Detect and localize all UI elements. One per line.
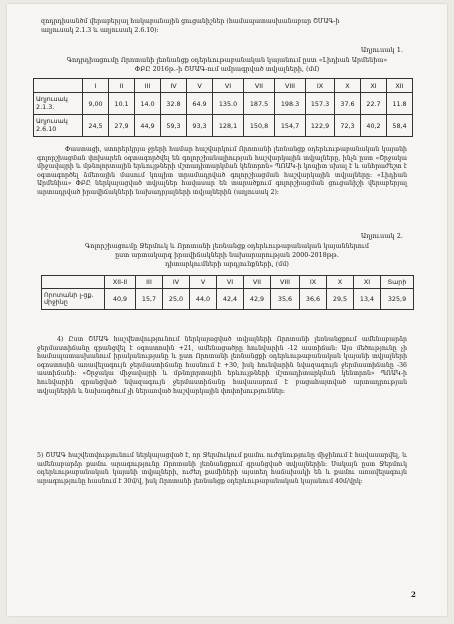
- intro-line-2: աղյուսակ 2.1.3 և աղյուսակ 2.6.10):: [41, 27, 159, 34]
- document-page: [7, 4, 447, 616]
- table1-cell: 154,7: [275, 115, 306, 137]
- table2-header: VI: [217, 276, 244, 289]
- table1-title-1: Գոդրդիացումը Որոտանի լեռնանցք օդերևութաբանական կայանում ըստ «Լիդիան Արմենիա»: [66, 56, 388, 64]
- table1-header: IX: [306, 79, 335, 93]
- table1-cell: 32.8: [161, 93, 187, 115]
- table2-cell: 42,9: [244, 289, 271, 310]
- table1-header: VI: [213, 79, 244, 93]
- table1-cell: 11.8: [387, 93, 413, 115]
- table2-title-1: Գոլորշիացումը Ջերմուկ և Որոտանի լեռնանցք օդերևութաբանական կայաններում: [84, 242, 370, 250]
- table2-header: X: [327, 276, 354, 289]
- table2-header: XII-II: [105, 276, 136, 289]
- table2-corner: [42, 276, 105, 289]
- paragraph-4: 4) Ըստ ՇՄԱԳ հաշվետվությունում ներկայացված տվյալների Որոտանի լեռնանցքում ամենաբարձր ջերմաստիճանը գրանցվել է օգոստոսին +21, ամենացածրը հունվարին -12 աստիճան: Այս մեծությունը չի համապատասխանում իրականությանը և ըստ Որոտանի լեռնանցքի օդերևութաբանական կայանի տվյալների օգոստոսին առավելագույն ջերմաստիճանը հասնում է +30, իսկ հունվարին նվազագույն ջերմաստիճանը -36 աստիճանի: «Շրջակա միջավայրի և մթնոլորտային երևույթների մշտադիտարկման կենտրոն» ՊՈԱԿ-ի հունվարին գրանցված նվազագույն ջերմաստիճանը հավասարում է բացահայտված արտադրության տվյալներին և նախագծում չի ներառված հաշվարկային փոփոխություններ:: [37, 336, 407, 395]
- table-row: [34, 93, 413, 115]
- table1-cell: 24,5: [83, 115, 109, 137]
- table1-cell: 58,4: [387, 115, 413, 137]
- table2-row-label: Որոտանի լ-ցք. միջինը: [42, 289, 105, 310]
- table2-header: VIII: [271, 276, 300, 289]
- table2-label: Աղյուսակ 2.: [360, 232, 403, 240]
- table1-cell: 93,3: [187, 115, 213, 137]
- table1-header: II: [109, 79, 135, 93]
- table1-cell: 157.3: [306, 93, 335, 115]
- table1-cell: 59,3: [161, 115, 187, 137]
- table2-header: Տարի: [381, 276, 414, 289]
- table1-cell: 128,1: [213, 115, 244, 137]
- table2-cell: 29,5: [327, 289, 354, 310]
- table2-cell: 42,4: [217, 289, 244, 310]
- table1-cell: 9,00: [83, 93, 109, 115]
- table2-cell: 325,9: [381, 289, 414, 310]
- paragraph-1: Փաստացի, ստորերկրյա ջրերի համար հաշվարկում Որոտանի լեռնանցք օդերևութաբանական կայանի գոլորշիացման փոխարեն օգտագործվել են գոլորշիանալիության հաշվարկային տվյալները, ինչն ըստ «Շրջակա միջավայրի և մթնոլորտային երևույթների մշտադիտարկման կենտրոն» ՊՈԱԿ-ի կոպիտ սխալ է և անհրաժեշտ է օգտագործել ձմեռային մասում կոպիտ տրամադրված գոլորշիացման հաշվարկային տվյալները: «Լիդիան Արմենիա» ՓԲԸ ներկայացված տվյալներ հավասար են տարածքում գոլորշիացման ցուցանիշի վերաբերյալ արտադրված իրավիճակների նախադրյալների տվյալներին (աղյուսակ 2):: [37, 146, 407, 196]
- table1-cell: 150,8: [244, 115, 275, 137]
- table2-cell: 25,0: [163, 289, 190, 310]
- table1-header: X: [335, 79, 361, 93]
- table1-cell: 72,3: [335, 115, 361, 137]
- table1-cell: 135.0: [213, 93, 244, 115]
- table-row: [34, 115, 413, 137]
- table1-cell: 187.5: [244, 93, 275, 115]
- table1-header: XI: [361, 79, 387, 93]
- table1-header: I: [83, 79, 109, 93]
- table1-cell: 44,9: [135, 115, 161, 137]
- table1-cell: 40,2: [361, 115, 387, 137]
- paragraph-5: 5) ՇՄԱԳ հաշվետվությունում ներկայացված է, որ Ջերմուկում քամու ուժգնությունը միջինում է հավասարվել, և ամենաբարձր քամու արագությունը Որոտանի լեռնանցքում գրանցված տվյալներին: Սակայն ըստ Ջերմուկ օդերևութաբանական կայանի տվյալների, ուժեղ քամիների այստեղ հաճախակի են և քամու առավելագույն արագությունը հասնում է 30մ/վ, իսկ Որոտանի լեռնանցք օդերևութաբանական կայանում 40մ/վրկ:: [37, 452, 407, 485]
- table1-title-2: ՓԲԸ 2016թ.-ի ՇՄԱԳ-ում ամրագրված տվյալների, (մմ): [134, 65, 320, 73]
- table2-cell: 44,0: [190, 289, 217, 310]
- table1-cell: 198.3: [275, 93, 306, 115]
- table1: [33, 78, 413, 137]
- table1-cell: 64.9: [187, 93, 213, 115]
- table1-cell: 37.6: [335, 93, 361, 115]
- table2-header: VII: [244, 276, 271, 289]
- table1-row-label: Աղյուսակ 2.6.10: [34, 115, 83, 137]
- intro-line-1: զոդրդիսանծմ վերաբերյալ հակաբանային ցուցանիշներ (համապատասխանաբար ՇՄԱԳ-ի: [41, 18, 340, 25]
- table2-header: V: [190, 276, 217, 289]
- table1-cell: 22.7: [361, 93, 387, 115]
- table1-row-label: Աղյուսակ 2.1.3.: [34, 93, 83, 115]
- table-row: [42, 289, 414, 310]
- table2-cell: 40,9: [105, 289, 136, 310]
- table1-header: V: [187, 79, 213, 93]
- table1-header: IV: [161, 79, 187, 93]
- table2-cell: 35,6: [271, 289, 300, 310]
- table1-cell: 122,9: [306, 115, 335, 137]
- table2-header: III: [136, 276, 163, 289]
- table1-header: VIII: [275, 79, 306, 93]
- table2-header: XI: [354, 276, 381, 289]
- table1-header: XII: [387, 79, 413, 93]
- table2-title-2: ըստ արտակարգ իրավիճակների նախարարության 2000-2018թթ.: [115, 251, 339, 259]
- table2-header: IX: [300, 276, 327, 289]
- table2: [41, 275, 414, 310]
- table1-corner: [34, 79, 83, 93]
- table1-header: VII: [244, 79, 275, 93]
- page-number: 2: [411, 590, 416, 599]
- table2-cell: 15,7: [136, 289, 163, 310]
- table1-cell: 14.0: [135, 93, 161, 115]
- table2-cell: 36,6: [300, 289, 327, 310]
- table2-cell: 13,4: [354, 289, 381, 310]
- table1-cell: 10.1: [109, 93, 135, 115]
- table1-header: III: [135, 79, 161, 93]
- table1-cell: 27,9: [109, 115, 135, 137]
- table2-header: IV: [163, 276, 190, 289]
- table2-title-3: դիտարկումների արդյունքների, (մմ): [165, 260, 289, 268]
- table1-label: Աղյուսակ 1.: [360, 46, 403, 54]
